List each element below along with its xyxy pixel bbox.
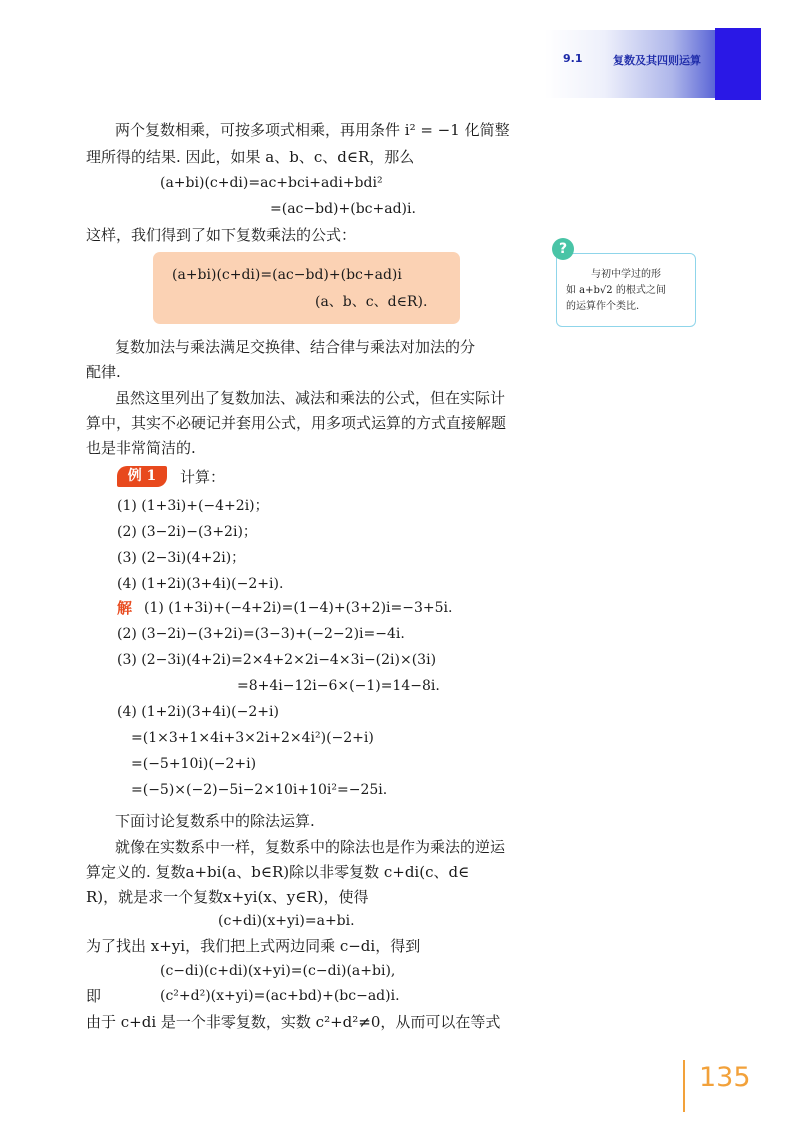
paragraph-line: 两个复数相乘，可按多项式相乘，再用条件 i² = −1 化简整 — [115, 121, 510, 139]
paragraph-line: 复数加法与乘法满足交换律、结合律与乘法对加法的分 — [115, 338, 476, 356]
solution-line: (3) (2−3i)(4+2i)=2×4+2×2i−4×3i−(2i)×(3i) — [117, 652, 437, 668]
header-color-block — [715, 28, 761, 100]
paragraph-line: 虽然这里列出了复数加法、减法和乘法的公式，但在实际计 — [115, 389, 506, 407]
equation-line: (c−di)(c+di)(x+yi)=(c−di)(a+bi), — [160, 963, 396, 979]
solution-line: (2) (3−2i)−(3+2i)=(3−3)+(−2−2)i=−4i. — [117, 626, 405, 642]
paragraph-line: 算中，其实不必硬记并套用公式，用多项式运算的方式直接解题 — [86, 414, 507, 432]
paragraph-line: 为了找出 x+yi，我们把上式两边同乘 c−di，得到 — [86, 937, 421, 955]
side-note-line: 与初中学过的形 — [591, 269, 661, 280]
example-question: (3) (2−3i)(4+2i)； — [117, 550, 246, 566]
equation-prefix: 即 — [86, 987, 102, 1005]
paragraph-line: R)，就是求一个复数x+yi(x、y∈R)，使得 — [86, 888, 369, 906]
example-prompt: 计算： — [180, 468, 226, 486]
paragraph-line: 理所得的结果. 因此，如果 a、b、c、d∈R，那么 — [86, 148, 415, 166]
solution-line: (4) (1+2i)(3+4i)(−2+i) — [117, 704, 279, 720]
paragraph-line: 由于 c+di 是一个非零复数，实数 c²+d²≠0，从而可以在等式 — [86, 1013, 501, 1031]
example-question: (4) (1+2i)(3+4i)(−2+i). — [117, 576, 284, 592]
paragraph-line: 算定义的. 复数a+bi(a、b∈R)除以非零复数 c+di(c、d∈ — [86, 863, 470, 881]
header-section-number: 9.1 — [563, 52, 583, 65]
formula-line: (a、b、c、d∈R). — [315, 294, 428, 310]
equation-line: (a+bi)(c+di)=ac+bci+adi+bdi² — [160, 175, 383, 191]
example-question: (1) (1+3i)+(−4+2i)； — [117, 498, 269, 514]
side-note-line: 如 a+b√2 的根式之间 — [566, 285, 666, 296]
question-icon: ? — [552, 238, 574, 260]
example-tag: 例 1 — [117, 466, 167, 487]
equation-line: (c²+d²)(x+yi)=(ac+bd)+(bc−ad)i. — [160, 988, 400, 1004]
solution-line: =(−5+10i)(−2+i) — [131, 756, 257, 772]
solution-label: 解 — [117, 599, 133, 617]
paragraph-line: 配律. — [86, 363, 121, 381]
solution-line: =(−5)×(−2)−5i−2×10i+10i²=−25i. — [131, 782, 388, 798]
paragraph-line: 下面讨论复数系中的除法运算. — [115, 812, 315, 830]
equation-line: =(ac−bd)+(bc+ad)i. — [270, 201, 416, 217]
formula-line: (a+bi)(c+di)=(ac−bd)+(bc+ad)i — [172, 267, 402, 283]
formula-box — [153, 252, 460, 324]
example-question: (2) (3−2i)−(3+2i)； — [117, 524, 257, 540]
solution-line: (1) (1+3i)+(−4+2i)=(1−4)+(3+2)i=−3+5i. — [144, 600, 453, 616]
paragraph-line: 这样，我们得到了如下复数乘法的公式： — [86, 226, 357, 244]
paragraph-line: 也是非常简洁的. — [86, 439, 196, 457]
equation-line: (c+di)(x+yi)=a+bi. — [218, 913, 355, 929]
page-number: 135 — [699, 1062, 751, 1093]
solution-line: =8+4i−12i−6×(−1)=14−8i. — [237, 678, 440, 694]
solution-line: =(1×3+1×4i+3×2i+2×4i²)(−2+i) — [131, 730, 374, 746]
page-number-rule — [683, 1060, 685, 1112]
header-section-title: 复数及其四则运算 — [613, 54, 701, 67]
side-note-line: 的运算作个类比. — [566, 301, 640, 312]
paragraph-line: 就像在实数系中一样，复数系中的除法也是作为乘法的逆运 — [115, 838, 506, 856]
